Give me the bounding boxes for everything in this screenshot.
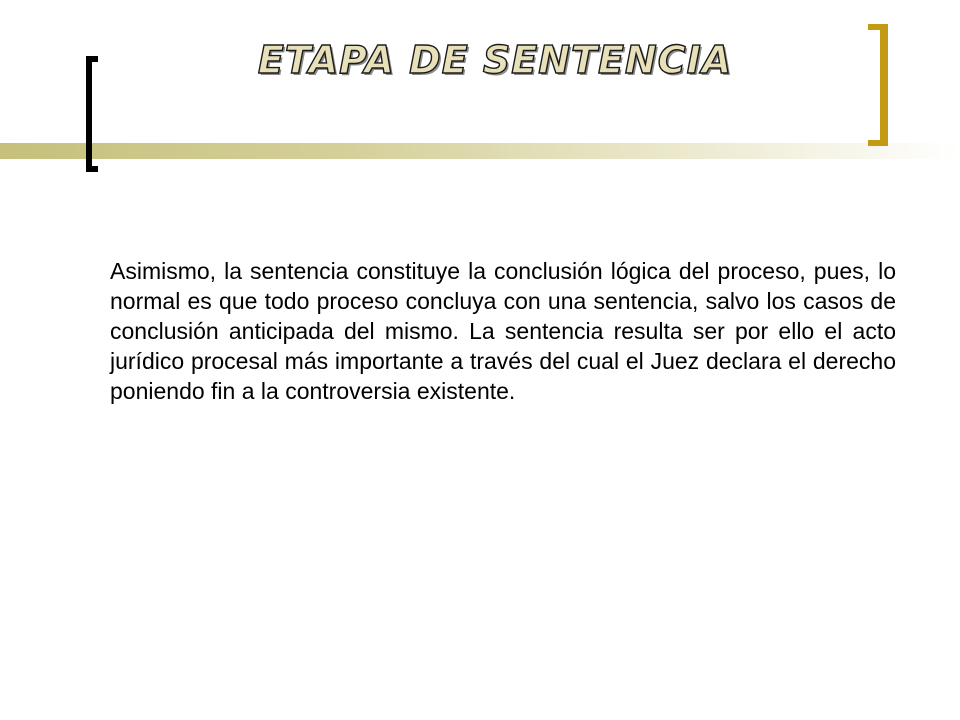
body-paragraph: Asimismo, la sentencia constituye la conclusión lógica del proceso, pues, lo normal es que todo proceso concluya con una sentencia, salvo los casos de conclusión anticipada del mismo. La sentencia resulta ser por ello el acto jurídico procesal más importante a través del cual el Juez declara el derecho poniendo fin a la controversia existente. — [110, 258, 896, 404]
slide-title: ETAPA DE SENTENCIA — [257, 38, 733, 82]
accent-band — [0, 143, 960, 159]
right-bracket-decoration — [868, 24, 888, 146]
left-bracket-decoration — [86, 56, 98, 172]
